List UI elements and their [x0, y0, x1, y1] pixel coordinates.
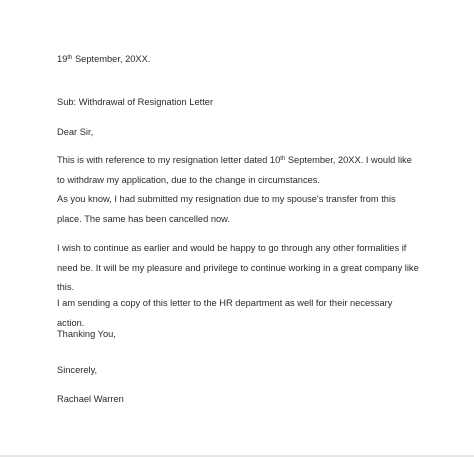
date-month-year: September, 20XX. [72, 54, 151, 64]
letter-closing-thanks: Thanking You, [57, 329, 116, 339]
date-day-suffix: th [67, 55, 73, 61]
body-paragraph-1-line-2: As you know, I had submitted my resignation due to my spouse's transfer from this place. The same has been cancelled now. [57, 194, 396, 224]
body-paragraph-1-line-1: This is with reference to my resignation letter dated 10th September, 20XX. I would like to withdraw my application, due to the change in circumstances. [57, 155, 412, 185]
letter-salutation: Dear Sir, [57, 127, 94, 137]
body-paragraph-3: I am sending a copy of this letter to the HR department as well for their necessary action. [57, 298, 393, 328]
body-paragraph-1 [57, 151, 419, 229]
letter-closing-sincerely: Sincerely, [57, 365, 98, 375]
letter-subject: Sub: Withdrawal of Resignation Letter [57, 97, 214, 107]
letter-date [57, 53, 150, 65]
body-paragraph-2: I wish to continue as earlier and would be happy to go through any other formalities if need be. It will be my pleasure and privilege to continue working in a great company like this. [57, 243, 419, 292]
date-day: 19 [57, 54, 68, 64]
letter-signature: Rachael Warren [57, 394, 124, 404]
